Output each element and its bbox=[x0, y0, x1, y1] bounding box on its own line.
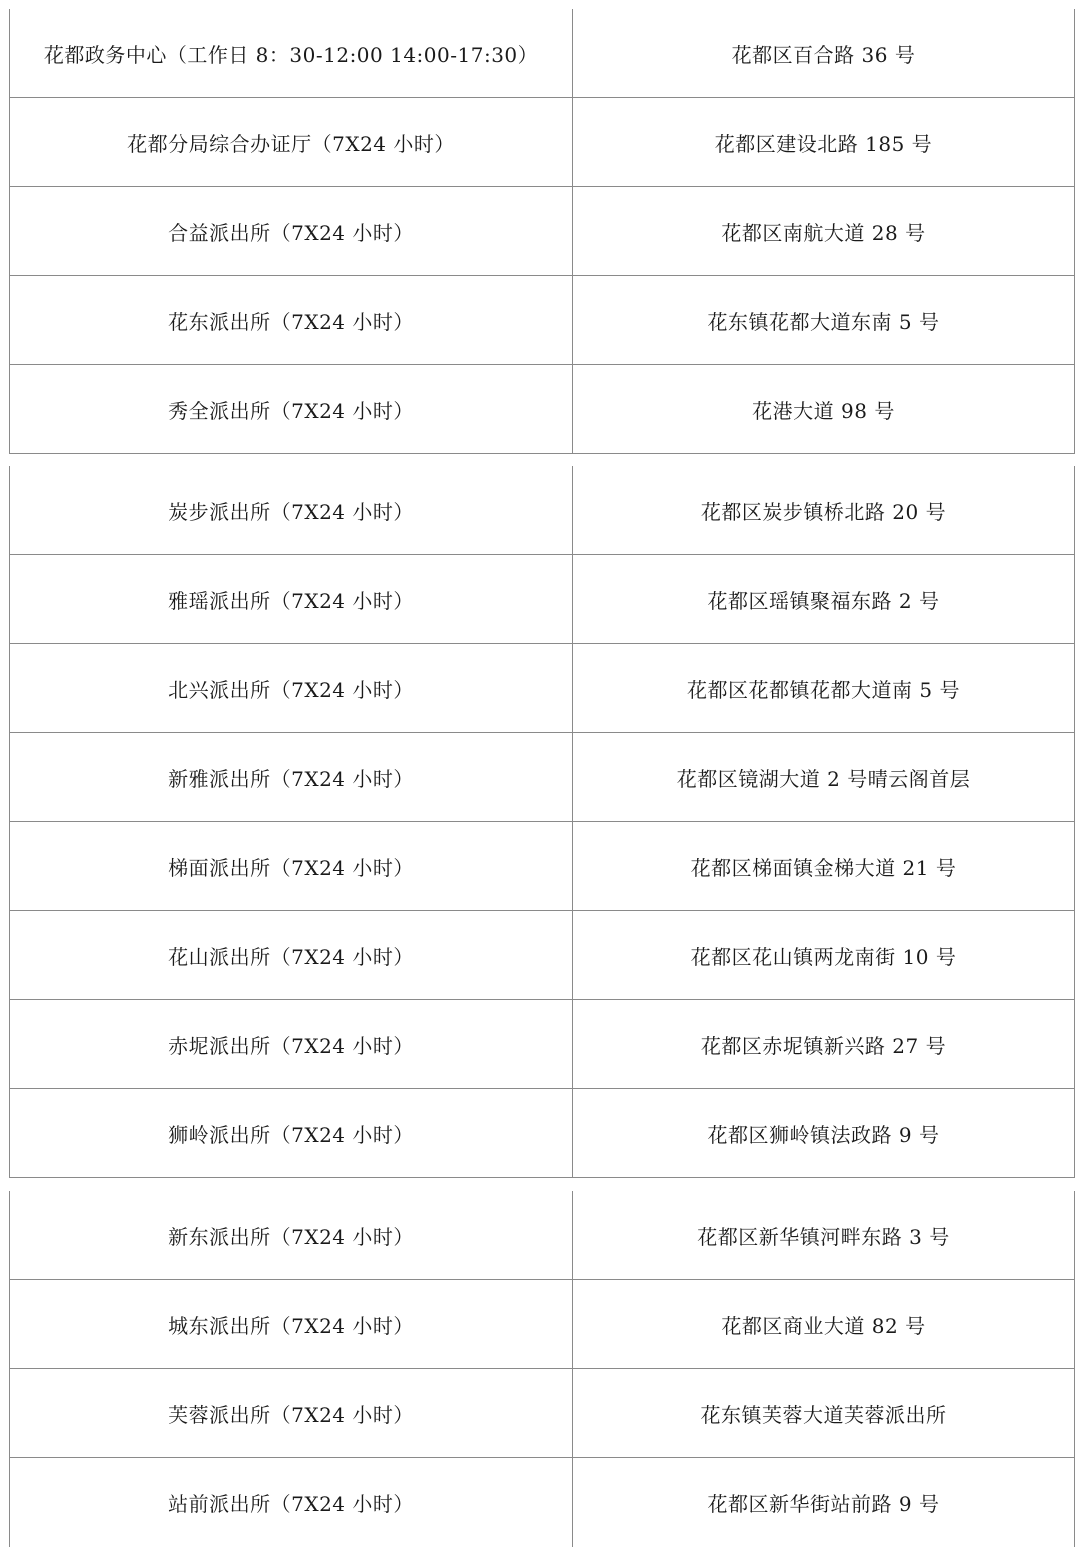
location-address: 花都区镜湖大道 2 号晴云阁首层 bbox=[676, 766, 971, 791]
location-address: 花都区瑶镇聚福东路 2 号 bbox=[707, 588, 940, 613]
location-name: 新雅派出所（7X24 小时） bbox=[10, 733, 573, 821]
table-row bbox=[10, 1369, 1074, 1458]
location-address: 花都区狮岭镇法政路 9 号 bbox=[707, 1122, 940, 1147]
location-address: 花都区赤坭镇新兴路 27 号 bbox=[700, 1033, 947, 1058]
location-name: 城东派出所（7X24 小时） bbox=[10, 1280, 573, 1368]
table-row bbox=[10, 822, 1074, 911]
table-block-1 bbox=[9, 9, 1075, 454]
table-row bbox=[10, 555, 1074, 644]
table-row bbox=[10, 466, 1074, 555]
location-name: 合益派出所（7X24 小时） bbox=[10, 187, 573, 275]
table-row bbox=[10, 1089, 1074, 1178]
table-row bbox=[10, 1000, 1074, 1089]
location-name: 秀全派出所（7X24 小时） bbox=[10, 365, 573, 453]
table-row bbox=[10, 98, 1074, 187]
location-name: 花都政务中心（工作日 8：30-12:00 14:00-17:30） bbox=[10, 9, 573, 97]
location-name: 赤坭派出所（7X24 小时） bbox=[10, 1000, 573, 1088]
table-row bbox=[10, 644, 1074, 733]
table-row bbox=[10, 276, 1074, 365]
location-address: 花都区花山镇两龙南街 10 号 bbox=[690, 944, 957, 969]
location-address: 花都区商业大道 82 号 bbox=[721, 1313, 926, 1338]
location-address: 花都区建设北路 185 号 bbox=[714, 131, 933, 156]
table-row bbox=[10, 187, 1074, 276]
table-row bbox=[10, 9, 1074, 98]
location-name: 北兴派出所（7X24 小时） bbox=[10, 644, 573, 732]
location-address: 花都区梯面镇金梯大道 21 号 bbox=[690, 855, 957, 880]
location-name: 站前派出所（7X24 小时） bbox=[10, 1458, 573, 1547]
location-name: 狮岭派出所（7X24 小时） bbox=[10, 1089, 573, 1177]
location-address: 花都区百合路 36 号 bbox=[731, 42, 916, 67]
location-address: 花东镇花都大道东南 5 号 bbox=[707, 309, 940, 334]
table-row bbox=[10, 1280, 1074, 1369]
location-address: 花东镇芙蓉大道芙蓉派出所 bbox=[700, 1402, 947, 1427]
location-address: 花都区新华镇河畔东路 3 号 bbox=[697, 1224, 950, 1249]
location-name: 梯面派出所（7X24 小时） bbox=[10, 822, 573, 910]
location-name: 雅瑶派出所（7X24 小时） bbox=[10, 555, 573, 643]
table-block-2 bbox=[9, 466, 1075, 1178]
location-name: 花都分局综合办证厅（7X24 小时） bbox=[10, 98, 573, 186]
table-row bbox=[10, 365, 1074, 454]
location-address: 花都区南航大道 28 号 bbox=[721, 220, 926, 245]
table-row bbox=[10, 1191, 1074, 1280]
table-row bbox=[10, 733, 1074, 822]
location-name: 花山派出所（7X24 小时） bbox=[10, 911, 573, 999]
table-block-3 bbox=[9, 1191, 1075, 1547]
location-address: 花港大道 98 号 bbox=[752, 398, 895, 423]
table-row bbox=[10, 1458, 1074, 1547]
location-name: 芙蓉派出所（7X24 小时） bbox=[10, 1369, 573, 1457]
location-address: 花都区炭步镇桥北路 20 号 bbox=[700, 499, 947, 524]
location-name: 炭步派出所（7X24 小时） bbox=[10, 466, 573, 554]
location-address: 花都区花都镇花都大道南 5 号 bbox=[687, 677, 960, 702]
location-name: 花东派出所（7X24 小时） bbox=[10, 276, 573, 364]
location-name: 新东派出所（7X24 小时） bbox=[10, 1191, 573, 1279]
table-row bbox=[10, 911, 1074, 1000]
location-address: 花都区新华街站前路 9 号 bbox=[707, 1492, 940, 1516]
